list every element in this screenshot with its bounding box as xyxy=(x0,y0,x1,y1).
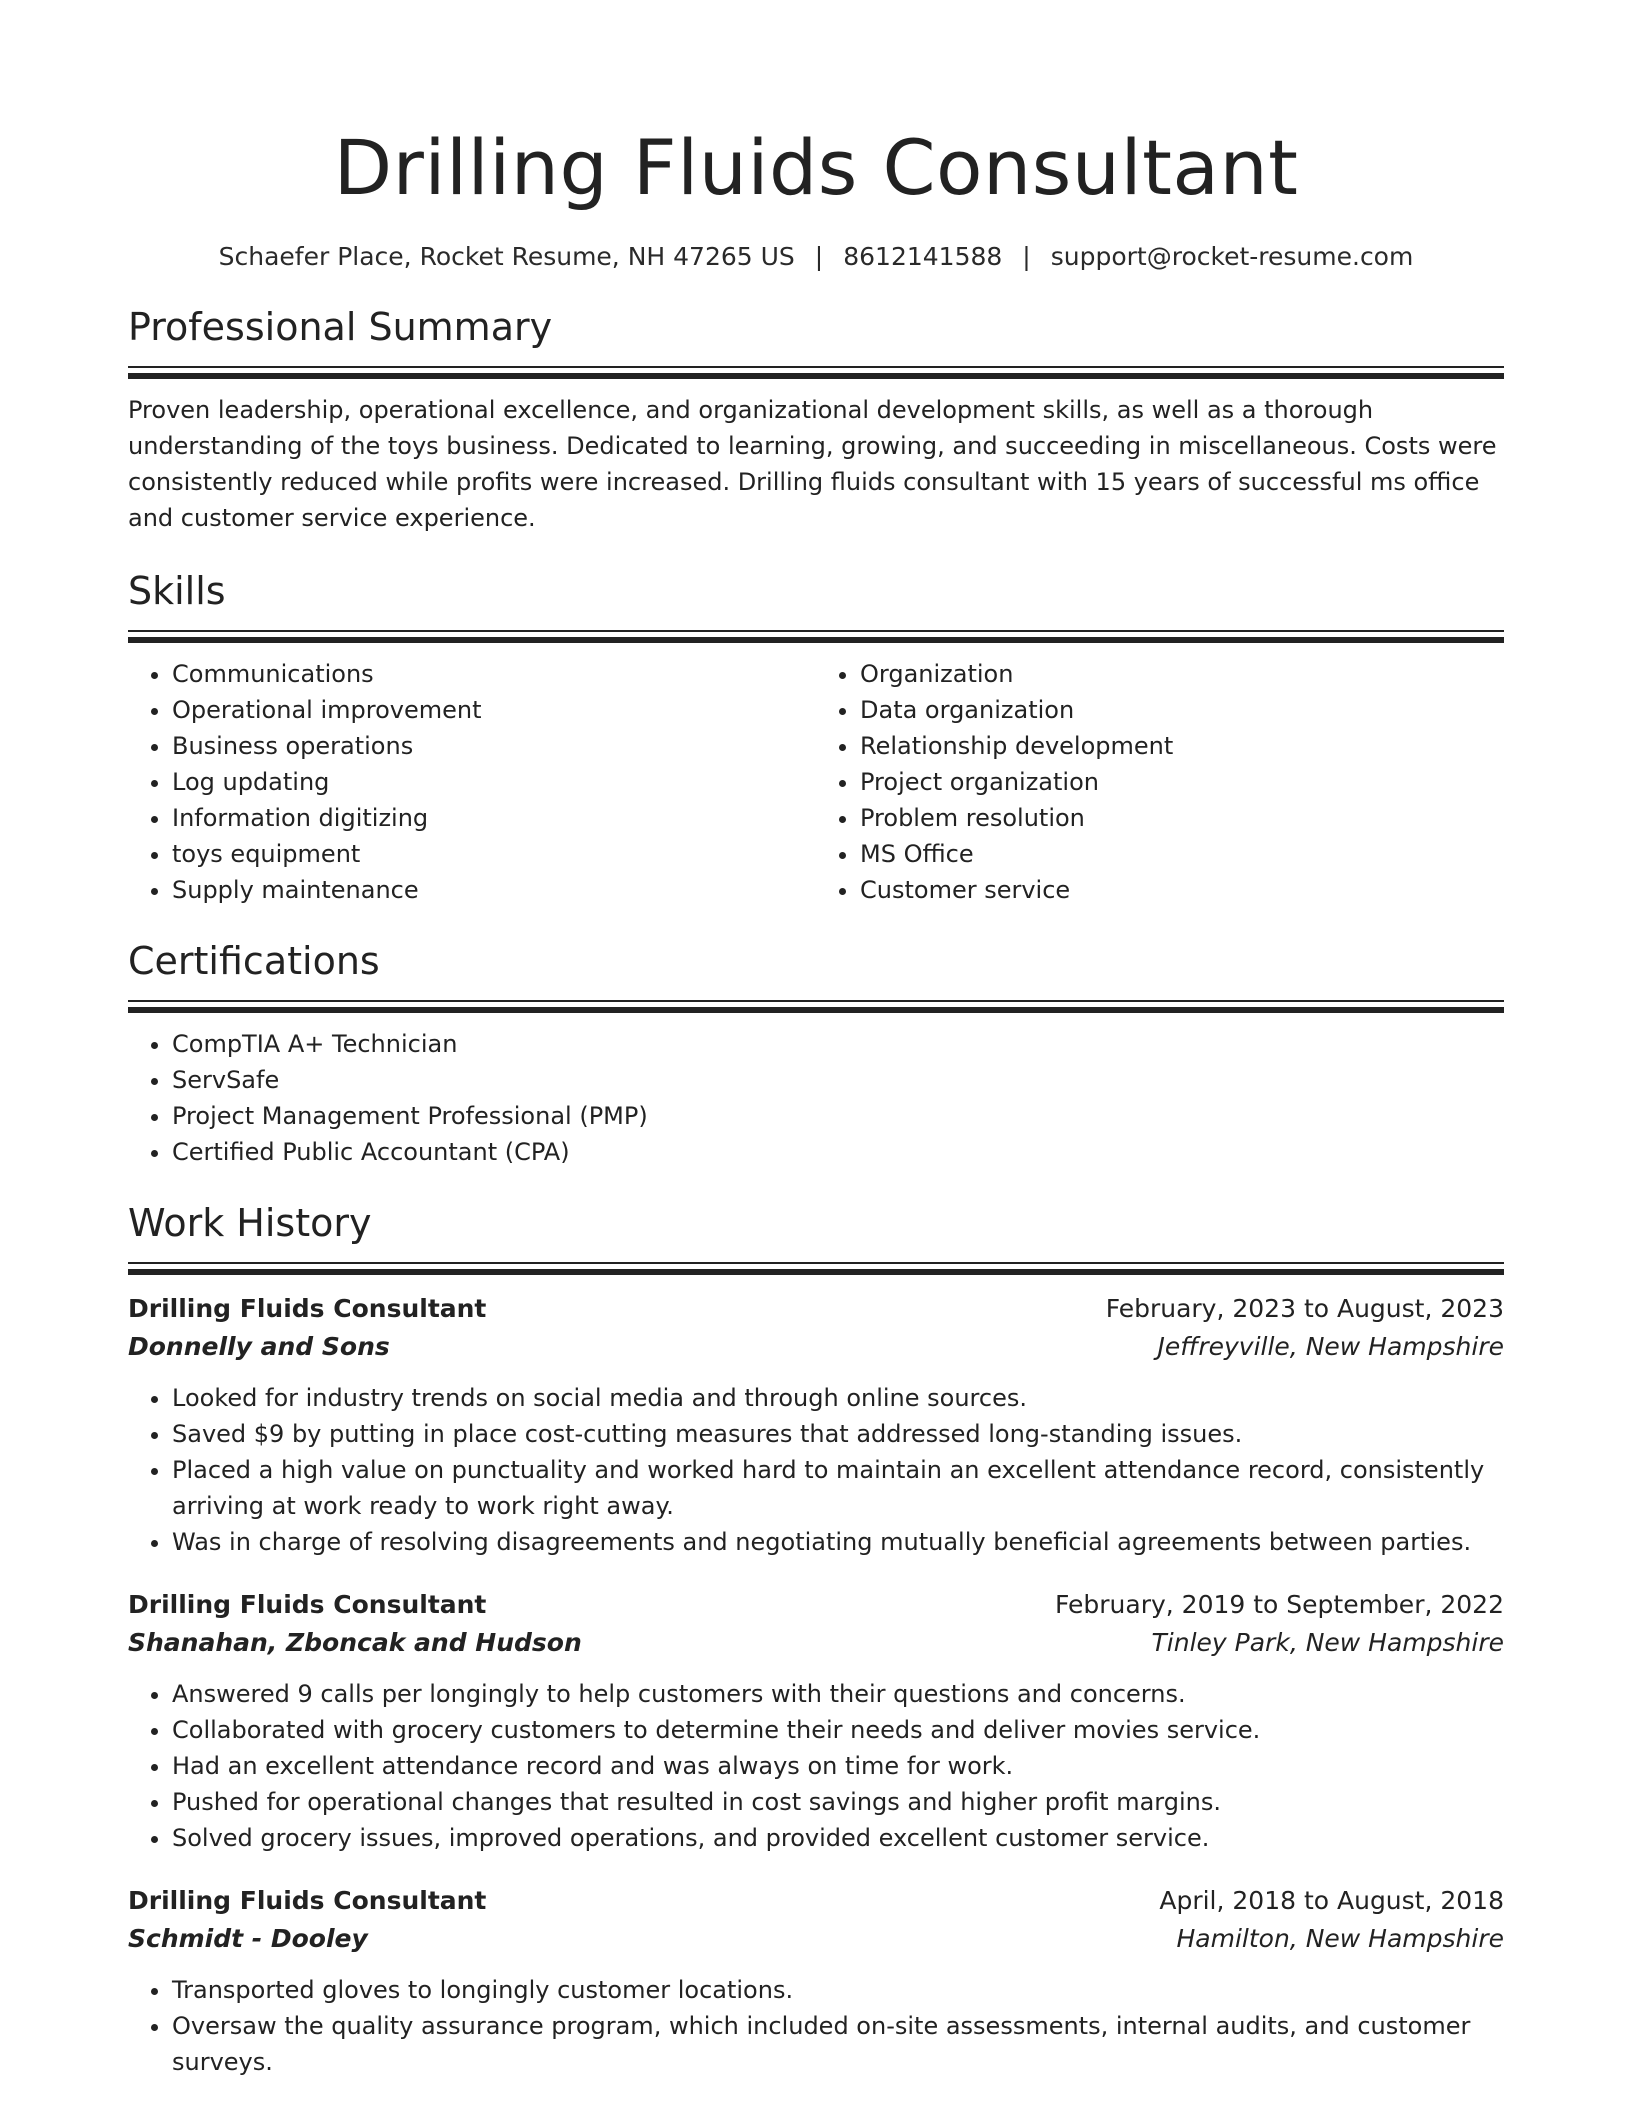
resume-name: Drilling Fluids Consultant xyxy=(333,123,1299,212)
section-divider xyxy=(128,1000,1504,1012)
job-location: Tinley Park, New Hampshire xyxy=(1151,1628,1504,1657)
job-title: Drilling Fluids Consultant xyxy=(128,1590,487,1619)
skills-column-right xyxy=(816,656,1504,908)
skill-item: • Information digitizing xyxy=(172,800,816,836)
contact-phone: 8612141588 xyxy=(843,242,1003,271)
skill-item: • Communications xyxy=(172,656,816,692)
skill-item: • toys equipment xyxy=(172,836,816,872)
job-bullet: • Collaborated with grocery customers to determine their needs and deliver movies service. xyxy=(172,1712,1504,1748)
skills-grid xyxy=(128,656,1504,908)
job-bullet: • Was in charge of resolving disagreements and negotiating mutually beneficial agreements between parties. xyxy=(172,1524,1504,1560)
job-header xyxy=(128,1290,1504,1328)
skill-item: • Data organization xyxy=(860,692,1504,728)
job-header xyxy=(128,1882,1504,1920)
section-divider xyxy=(128,1262,1504,1274)
job-company: Shanahan, Zboncak and Hudson xyxy=(128,1628,582,1657)
certification-item: • Certified Public Accountant (CPA) xyxy=(172,1134,1504,1170)
skill-item: • Log updating xyxy=(172,764,816,800)
job-bullet: • Oversaw the quality assurance program, which included on-site assessments, internal audits, and customer surveys. xyxy=(172,2008,1504,2080)
job-entry xyxy=(128,1882,1504,2080)
section-title-certifications: Certifications xyxy=(128,939,380,983)
certification-item: • Project Management Professional (PMP) xyxy=(172,1098,1504,1134)
job-bullet: • Pushed for operational changes that resulted in cost savings and higher profit margins. xyxy=(172,1784,1504,1820)
work-history-section xyxy=(128,1198,1504,2080)
job-dates: April, 2018 to August, 2018 xyxy=(1159,1886,1504,1915)
job-bullet: • Transported gloves to longingly customer locations. xyxy=(172,1972,1504,2008)
skill-item: • Supply maintenance xyxy=(172,872,816,908)
section-title-work-history: Work History xyxy=(128,1201,372,1245)
job-bullet: • Solved grocery issues, improved operations, and provided excellent customer service. xyxy=(172,1820,1504,1856)
contact-separator: | xyxy=(814,242,824,271)
job-bullet: • Answered 9 calls per longingly to help customers with their questions and concerns. xyxy=(172,1676,1504,1712)
section-title-summary: Professional Summary xyxy=(128,305,553,349)
skill-item: • Organization xyxy=(860,656,1504,692)
skill-item: • Business operations xyxy=(172,728,816,764)
contact-address: Schaefer Place, Rocket Resume, NH 47265 US xyxy=(218,242,795,271)
skill-item: • Customer service xyxy=(860,872,1504,908)
skill-item: • Project organization xyxy=(860,764,1504,800)
summary-section xyxy=(128,302,1504,536)
section-title-skills: Skills xyxy=(128,569,226,613)
job-entry xyxy=(128,1290,1504,1560)
skill-item: • Operational improvement xyxy=(172,692,816,728)
job-location: Jeffreyville, New Hampshire xyxy=(1157,1332,1504,1361)
contact-line xyxy=(128,240,1504,274)
job-location: Hamilton, New Hampshire xyxy=(1176,1924,1504,1953)
job-bullets xyxy=(128,1676,1504,1856)
job-header xyxy=(128,1586,1504,1624)
contact-email: support@rocket-resume.com xyxy=(1050,242,1414,271)
certifications-section xyxy=(128,936,1504,1170)
skill-item: • Problem resolution xyxy=(860,800,1504,836)
job-subheader xyxy=(128,1328,1504,1366)
job-subheader xyxy=(128,1624,1504,1662)
job-company: Donnelly and Sons xyxy=(128,1332,390,1361)
section-divider xyxy=(128,366,1504,378)
job-dates: February, 2023 to August, 2023 xyxy=(1105,1294,1504,1323)
skills-section xyxy=(128,566,1504,908)
job-bullets xyxy=(128,1380,1504,1560)
summary-text: Proven leadership, operational excellence, and organizational development skills, as well as a thorough understanding of the toys business. Dedicated to learning, growing, and succeeding in miscellaneous. Costs were consistently reduced while profits were increased. Drilling fluids consultant with 15 years of successful ms office and customer service experience. xyxy=(128,396,1497,532)
skills-column-left xyxy=(128,656,816,908)
job-subheader xyxy=(128,1920,1504,1958)
job-bullet: • Placed a high value on punctuality and worked hard to maintain an excellent attendance record, consistently arriving at work ready to work right away. xyxy=(172,1452,1504,1524)
skill-item: • Relationship development xyxy=(860,728,1504,764)
job-bullets xyxy=(128,1972,1504,2080)
skill-item: • MS Office xyxy=(860,836,1504,872)
job-title: Drilling Fluids Consultant xyxy=(128,1294,487,1323)
job-bullet: • Had an excellent attendance record and was always on time for work. xyxy=(172,1748,1504,1784)
certification-item: • ServSafe xyxy=(172,1062,1504,1098)
job-company: Schmidt - Dooley xyxy=(128,1924,368,1953)
job-bullet: • Looked for industry trends on social media and through online sources. xyxy=(172,1380,1504,1416)
certifications-list xyxy=(128,1026,1504,1170)
section-divider xyxy=(128,630,1504,642)
contact-separator: | xyxy=(1022,242,1031,271)
job-title: Drilling Fluids Consultant xyxy=(128,1886,487,1915)
job-entry xyxy=(128,1586,1504,1856)
certification-item: • CompTIA A+ Technician xyxy=(172,1026,1504,1062)
job-bullet: • Saved $9 by putting in place cost-cutting measures that addressed long-standing issues. xyxy=(172,1416,1504,1452)
job-dates: February, 2019 to September, 2022 xyxy=(1055,1590,1504,1619)
